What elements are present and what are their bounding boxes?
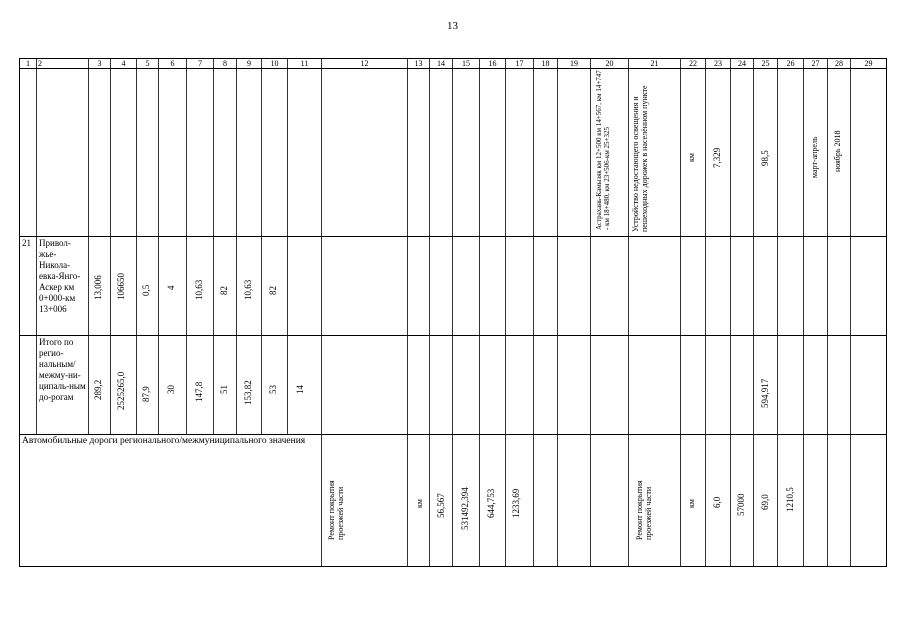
row21-c6: 4 bbox=[166, 285, 176, 290]
section-c13-unit: км bbox=[415, 499, 424, 508]
col-number-5: 5 bbox=[145, 59, 150, 68]
col-number-15: 15 bbox=[462, 59, 470, 68]
section-c25: 69,0 bbox=[760, 494, 770, 510]
total-c3: 289,2 bbox=[93, 379, 103, 400]
col-number-4: 4 bbox=[121, 59, 126, 68]
section-c21-work: Ремонт покрытия проезжей части bbox=[635, 480, 653, 540]
section-c23: 6,0 bbox=[712, 496, 722, 508]
top-row-end-date: ноябрь 2018 bbox=[833, 130, 842, 172]
row21-number: 21 bbox=[22, 238, 31, 248]
top-row-col25: 98,5 bbox=[760, 150, 770, 166]
page-number: 13 bbox=[447, 20, 458, 32]
col-number-9: 9 bbox=[247, 59, 251, 68]
top-row-length: 7,329 bbox=[712, 147, 722, 168]
row21-c5: 0,5 bbox=[141, 284, 151, 296]
section-c14: 56,567 bbox=[436, 493, 446, 518]
col-number-26: 26 bbox=[786, 59, 795, 68]
row21-c9: 10,63 bbox=[243, 279, 253, 300]
col-number-16: 16 bbox=[488, 59, 497, 68]
top-row-location: Астрахань-Камызяк км 12+500 км 14+567, км 14+747 - км 18+480, км 23+506-км 25+325 bbox=[595, 70, 611, 230]
section-c17: 1233,69 bbox=[511, 488, 521, 518]
col-number-13: 13 bbox=[414, 59, 423, 68]
row21-c8: 82 bbox=[219, 286, 229, 295]
col-number-28: 28 bbox=[835, 59, 843, 68]
col-number-27: 27 bbox=[811, 59, 820, 68]
col-number-20: 20 bbox=[605, 59, 614, 68]
row21-c3: 13,006 bbox=[93, 275, 103, 300]
col-number-1: 1 bbox=[26, 59, 30, 68]
total-c5: 87,9 bbox=[141, 386, 151, 402]
section-c12-work: Ремонт покрытия проезжей части bbox=[327, 480, 345, 540]
total-c8: 51 bbox=[219, 385, 229, 394]
top-row-unit: км bbox=[687, 153, 696, 162]
total-row-label: Итого по регио-нальным/межму-ни-ципаль-ным до-рогам bbox=[39, 337, 86, 402]
row21-c7: 10,63 bbox=[194, 279, 204, 300]
col-number-6: 6 bbox=[170, 59, 175, 68]
top-row-work: Устройство недостающего освещения и пешеходных дорожек в населённом пункте bbox=[631, 85, 649, 232]
col-number-7: 7 bbox=[198, 59, 202, 68]
col-number-29: 29 bbox=[864, 59, 873, 68]
section-c15: 531492,394 bbox=[460, 487, 470, 530]
col-number-14: 14 bbox=[437, 59, 445, 68]
col-number-19: 19 bbox=[570, 59, 578, 68]
section-title: Автомобильные дороги регионального/межмуниципального значения bbox=[22, 436, 306, 446]
section-c24: 57000 bbox=[736, 493, 746, 516]
col-number-10: 10 bbox=[270, 59, 279, 68]
total-c10: 53 bbox=[268, 385, 278, 394]
col-number-23: 23 bbox=[714, 59, 722, 68]
top-row-start-date: март-апрель bbox=[810, 136, 819, 178]
section-c22-unit: км bbox=[687, 499, 696, 508]
row21-c10: 82 bbox=[268, 286, 278, 295]
col-number-24: 24 bbox=[738, 59, 746, 68]
row21-road-name: Привол-жье-Никола-евка-Янго-Аскер км 0+000-км 13+006 bbox=[39, 238, 81, 314]
section-c26: 1210,5 bbox=[785, 487, 795, 512]
col-number-3: 3 bbox=[97, 59, 102, 68]
col-number-21: 21 bbox=[650, 59, 659, 68]
total-c6: 30 bbox=[166, 385, 176, 394]
col-number-11: 11 bbox=[300, 59, 309, 68]
total-c11: 14 bbox=[295, 385, 305, 394]
row21-c4: 106650 bbox=[116, 273, 126, 300]
total-c4: 2525265,0 bbox=[116, 371, 126, 410]
col-number-8: 8 bbox=[223, 59, 227, 68]
section-c16: 644,753 bbox=[486, 488, 496, 518]
col-number-18: 18 bbox=[541, 59, 550, 68]
col-number-2: 2 bbox=[38, 59, 42, 68]
col-number-12: 12 bbox=[360, 59, 369, 68]
total-c25: 594,917 bbox=[760, 378, 770, 408]
col-number-25: 25 bbox=[761, 59, 770, 68]
total-c7: 147,8 bbox=[194, 381, 204, 402]
total-c9: 153,82 bbox=[243, 380, 253, 405]
col-number-17: 17 bbox=[515, 59, 524, 68]
col-number-22: 22 bbox=[689, 59, 697, 68]
